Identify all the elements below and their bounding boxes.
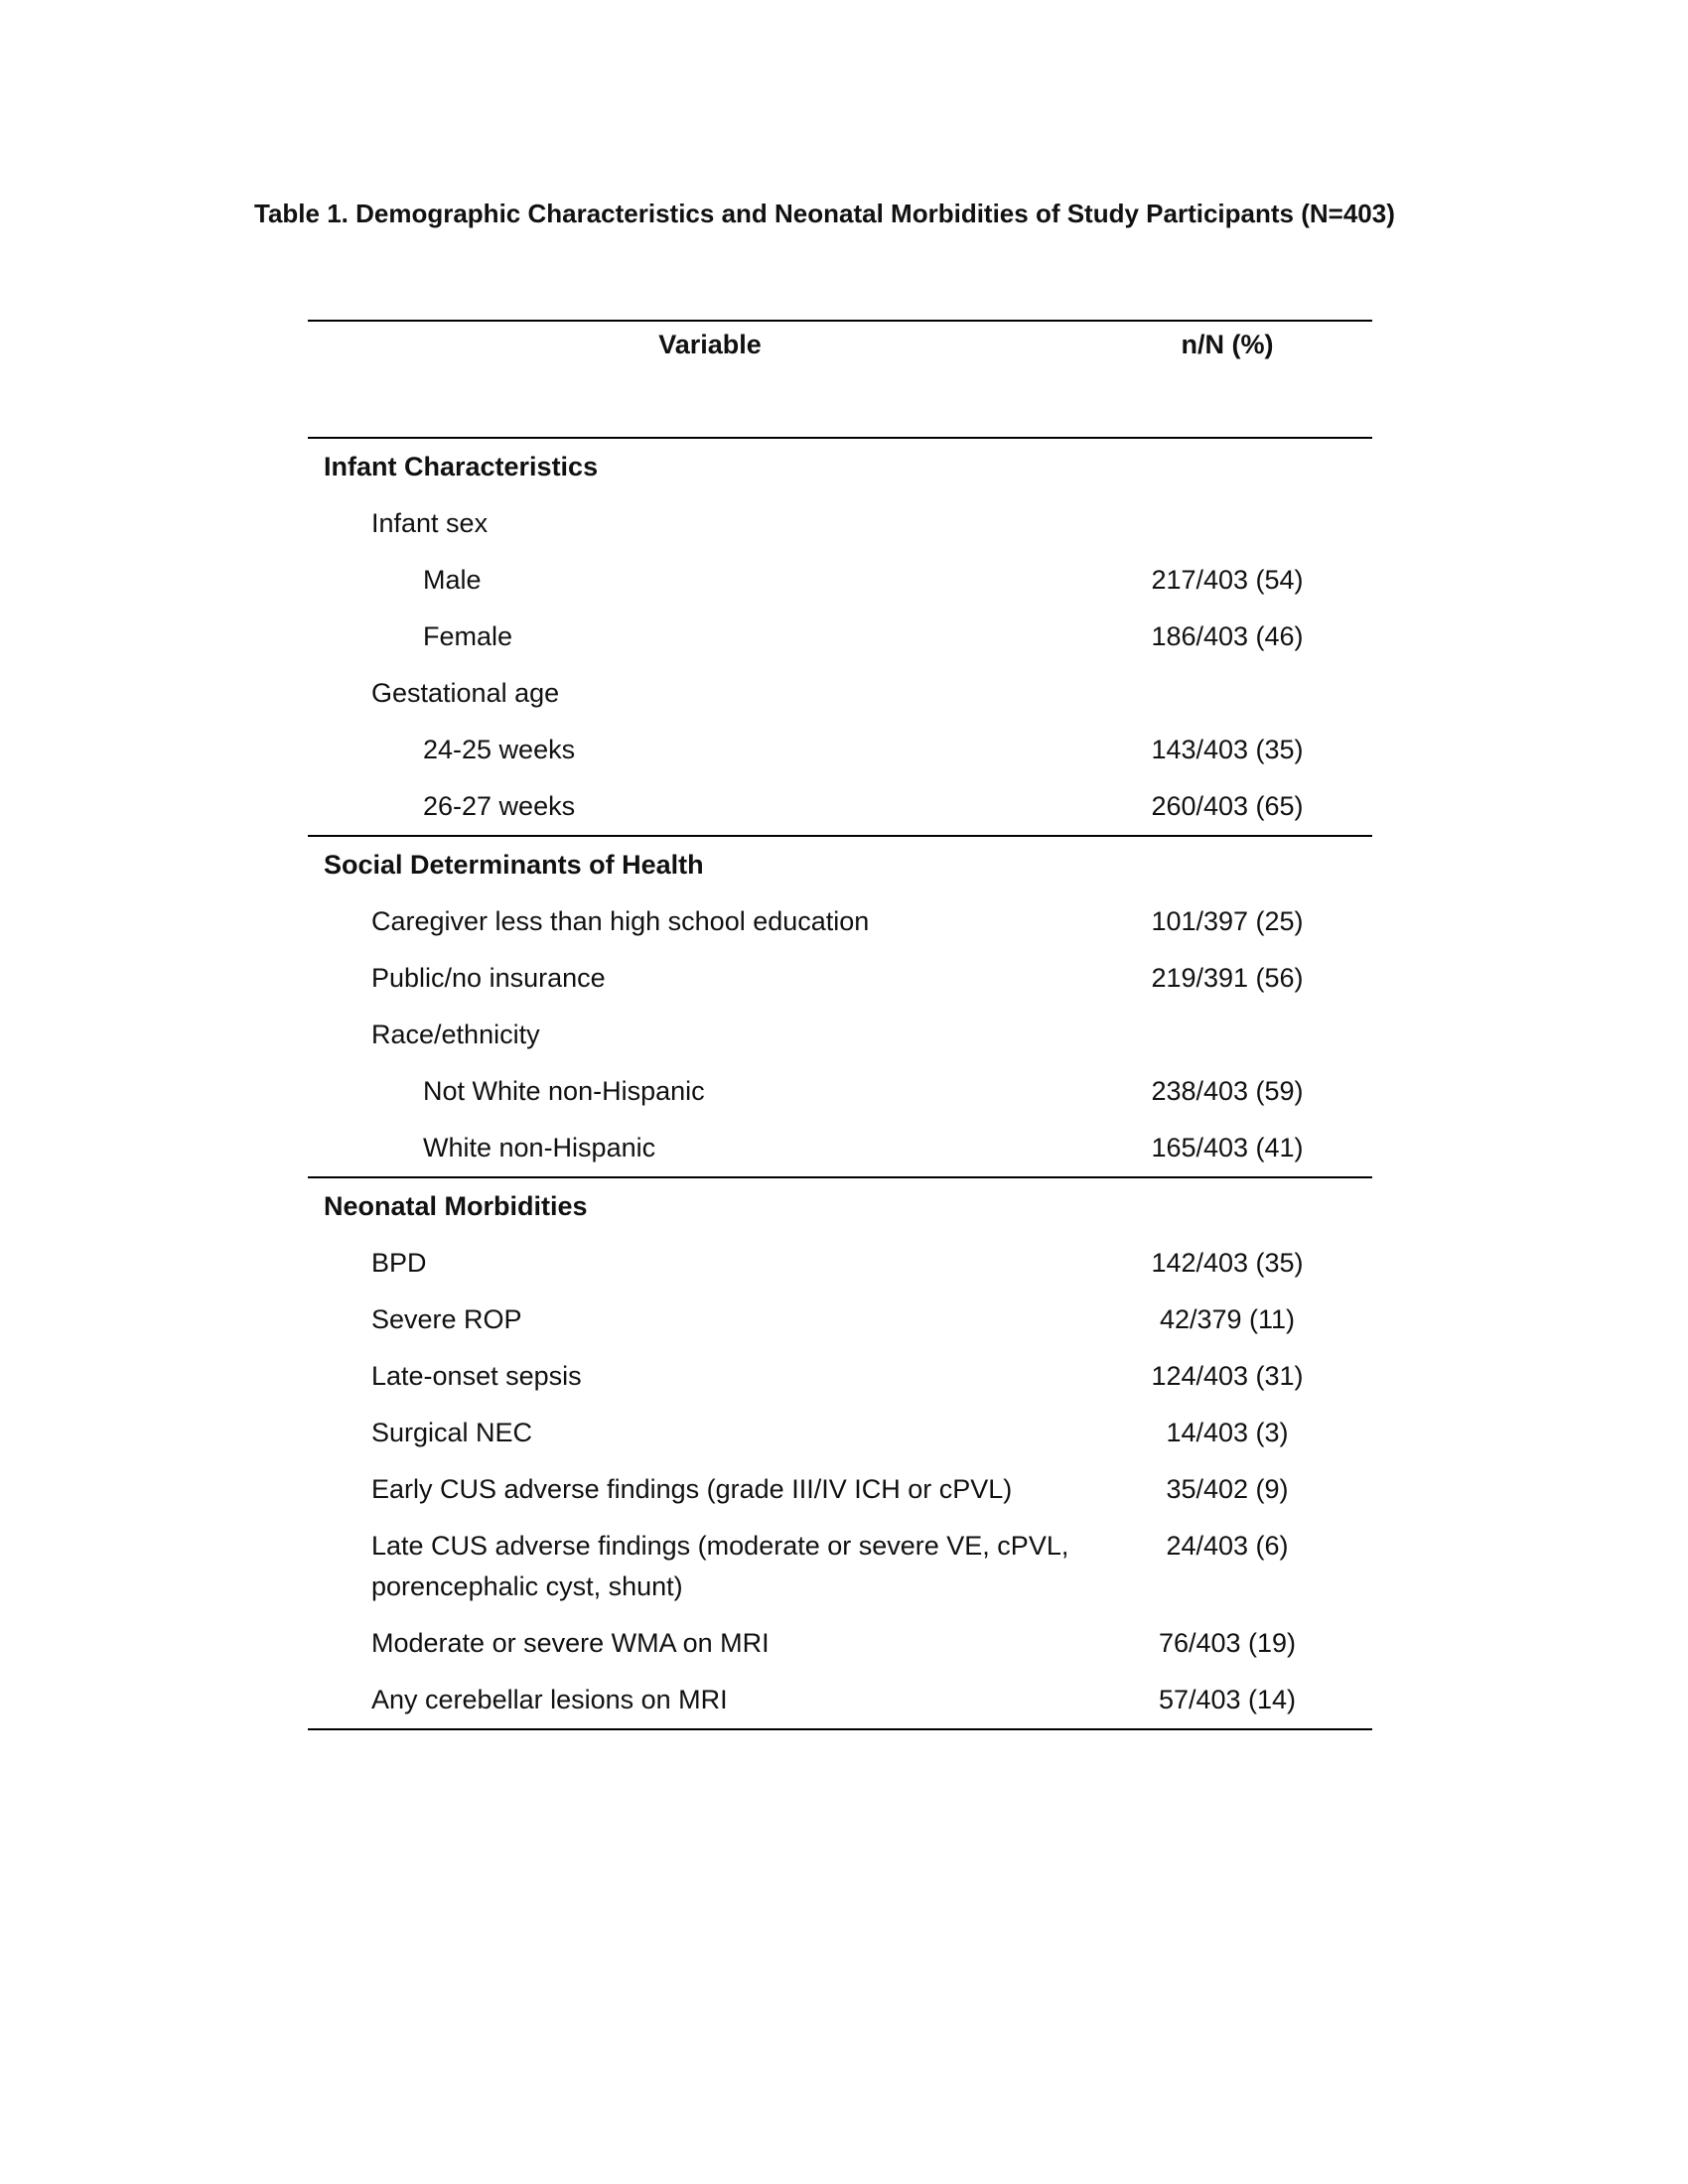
row-value: 143/403 (35) (1151, 735, 1304, 764)
table-row (308, 1672, 1372, 1728)
row-value: 24/403 (6) (1166, 1531, 1289, 1561)
row-value: 57/403 (14) (1158, 1685, 1297, 1714)
row-value: 101/397 (25) (1151, 906, 1304, 936)
row-value: 186/403 (46) (1151, 621, 1304, 651)
table-row (308, 950, 1372, 1007)
column-header-value: n/N (%) (1181, 330, 1274, 359)
row-label: Severe ROP (371, 1304, 522, 1334)
table-row (308, 778, 1372, 835)
table-row (308, 495, 1372, 552)
row-label: 24-25 weeks (423, 735, 576, 764)
table-row (308, 1518, 1372, 1615)
table-row (308, 893, 1372, 950)
table-row (308, 1007, 1372, 1063)
table-row (308, 1292, 1372, 1348)
table-row (308, 1405, 1372, 1461)
row-value: 260/403 (65) (1151, 791, 1304, 821)
table-row (308, 1461, 1372, 1518)
row-label: Late-onset sepsis (371, 1361, 582, 1391)
row-value: 76/403 (19) (1158, 1628, 1297, 1658)
section-title: Infant Characteristics (324, 452, 599, 481)
section-heading-social (308, 837, 1372, 893)
table-row (308, 1063, 1372, 1120)
table-row (308, 1235, 1372, 1292)
section-title: Neonatal Morbidities (324, 1191, 588, 1221)
row-label: Female (423, 621, 513, 651)
table-row (308, 1120, 1372, 1176)
table-row (308, 665, 1372, 722)
table-row (308, 552, 1372, 609)
row-label: BPD (371, 1248, 427, 1278)
table-row (308, 609, 1372, 665)
table-caption: Table 1. Demographic Characteristics and Neonatal Morbidities of Study Participants (N=403) (254, 199, 1395, 228)
table-row (308, 1615, 1372, 1672)
row-value: 35/402 (9) (1166, 1474, 1289, 1504)
table-row (308, 722, 1372, 778)
column-header-variable: Variable (658, 330, 762, 359)
row-label: Any cerebellar lesions on MRI (371, 1685, 728, 1714)
row-label: 26-27 weeks (423, 791, 576, 821)
section-title: Social Determinants of Health (324, 850, 704, 880)
row-label: Male (423, 565, 482, 595)
row-label: Infant sex (371, 508, 489, 538)
section-heading-neonatal (308, 1178, 1372, 1235)
bottom-rule (308, 1728, 1372, 1730)
row-value: 124/403 (31) (1151, 1361, 1304, 1391)
table-row (308, 1348, 1372, 1405)
demographics-table (308, 320, 1372, 1730)
row-label: Late CUS adverse findings (moderate or severe VE, cPVL, porencephalic cyst, shunt) (371, 1531, 1069, 1601)
row-label: Not White non-Hispanic (423, 1076, 705, 1106)
row-value: 14/403 (3) (1166, 1418, 1289, 1447)
row-label: Moderate or severe WMA on MRI (371, 1628, 770, 1658)
section-heading-infant (308, 439, 1372, 495)
table-header (308, 322, 1372, 437)
row-value: 219/391 (56) (1151, 963, 1304, 993)
row-label: Caregiver less than high school education (371, 906, 870, 936)
row-label: Race/ethnicity (371, 1020, 540, 1049)
row-label: Public/no insurance (371, 963, 606, 993)
row-label: Surgical NEC (371, 1418, 533, 1447)
row-label: White non-Hispanic (423, 1133, 656, 1162)
row-label: Gestational age (371, 678, 560, 708)
row-value: 217/403 (54) (1151, 565, 1304, 595)
row-label: Early CUS adverse findings (grade III/IV ICH or cPVL) (371, 1474, 1013, 1504)
row-value: 165/403 (41) (1151, 1133, 1304, 1162)
row-value: 42/379 (11) (1159, 1304, 1296, 1334)
row-value: 238/403 (59) (1151, 1076, 1304, 1106)
row-value: 142/403 (35) (1151, 1248, 1304, 1278)
